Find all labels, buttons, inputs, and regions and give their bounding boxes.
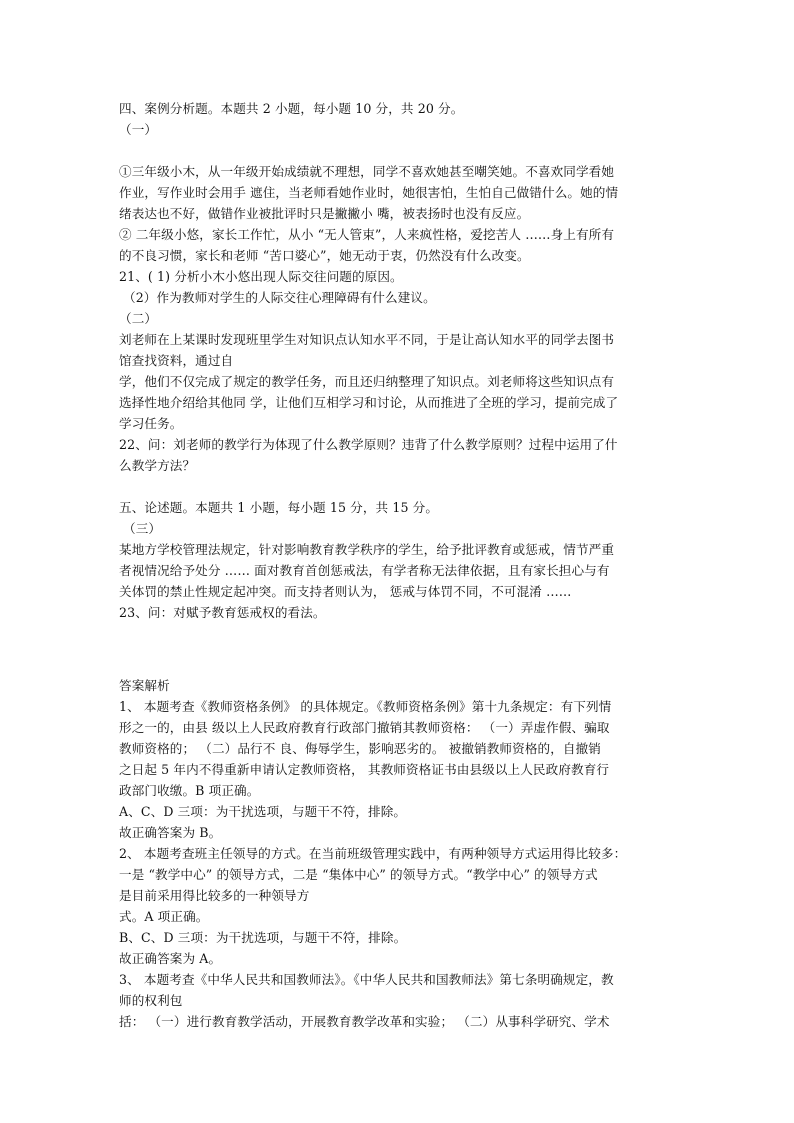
case-2-text-line: 选择性地介绍给其他同 学，让他们互相学习和讨论，从而推进了全班的学习，提前完成了 [119,395,619,410]
case-2-text-line: 刘老师在上某课时发现班里学生对知识点认知水平不同，于是让高认知水平的同学去图书 [119,332,615,347]
document-body [119,98,689,1032]
case-2-text-line: 学，他们不仅完成了规定的教学任务，而且还归纳整理了知识点。刘老师将这些知识点有 [119,374,615,389]
answer-3-line: 3、 本题考查《中华人民共和国教师法》。《中华人民共和国教师法》第七条明确规定，教 [119,972,614,987]
case-3-label: （三） [123,521,162,536]
case-1-text-line: ①三年级小木，从一年级开始成绩就不理想，同学不喜欢她甚至嘲笑她。不喜欢同学看她 [119,164,615,179]
case-1-text-line: ② 二年级小悠，家长工作忙，从小 “无人管束”，人来疯性格，爱挖苦人 ……身上有所有 [119,227,615,242]
case-3-text-line: 者视情况给予处分 …… 面对教育首创惩戒法，有学者称无法律依据，且有家长担心与有 [119,563,610,578]
section-5-heading: 五、论述题。本题共 1 小题，每小题 15 分，共 15 分。 [119,500,439,515]
answers-heading: 答案解析 [119,678,170,693]
case-3-text-line: 某地方学校管理法规定，针对影响教育教学秩序的学生，给予批评教育或惩戒，情节严重 [119,542,615,557]
case-1-label: （一） [119,122,158,137]
case-2-text-line: 馆查找资料，通过自 [119,353,234,368]
case-2-text-line: 学习任务。 [119,416,183,431]
answer-3-line: 师的权利包 [119,993,183,1008]
question-22-line: 么教学方法？ [119,458,196,473]
question-21-part-2: （2）作为教师对学生的人际交往心理障碍有什么建议。 [123,290,436,305]
answer-1-line: 形之一的，由县 级以上人民政府教育行政部门撤销其教师资格： （一）弄虚作假、骗取 [119,720,610,735]
case-2-label: （二） [119,311,158,326]
question-22-line: 22、问：刘老师的教学行为体现了什么教学原则？违背了什么教学原则？过程中运用了什 [119,437,618,452]
section-4-heading: 四、案例分析题。本题共 2 小题，每小题 10 分，共 20 分。 [119,101,464,116]
answer-1-line: 之日起 5 年内不得重新申请认定教师资格， 其教师资格证书由县级以上人民政府教育行 [119,762,610,777]
question-23: 23、问：对赋予教育惩戒权的看法。 [119,605,326,620]
case-1-text-line: 的不良习惯，家长和老师 “苦口婆心”，她无动于衷，仍然没有什么改变。 [119,248,530,263]
answer-3-line: 括： （一）进行教育教学活动，开展教育教学改革和实验； （二）从事科学研究、学术 [119,1014,610,1029]
answer-1-line: 故正确答案为 B。 [119,825,222,840]
answer-2-line: B、C、D 三项：为干扰选项，与题干不符，排除。 [119,930,407,945]
case-1-text-line: 绪表达也不好，做错作业被批评时只是撇撇小 嘴，被表扬时也没有反应。 [119,206,530,221]
spacer [119,623,689,675]
answer-1-line: 政部门收缴。B 项正确。 [119,783,260,798]
spacer [119,140,689,161]
spacer [119,476,689,497]
answer-1-line: 1、 本题考查《教师资格条例》 的具体规定。《教师资格条例》第十九条规定：有下列情 [119,699,612,714]
case-3-text-line: 关体罚的禁止性规定起冲突。而支持者则认为， 惩戒与体罚不同，不可混淆 …… [119,584,572,599]
answer-2-line: 是目前采用得比较多的一种领导方 [119,888,310,903]
answer-1-line: 教师资格的； （二）品行不 良、侮辱学生，影响恶劣的。 被撤销教师资格的，自撤销 [119,741,601,756]
case-1-text-line: 作业，写作业时会用手 遮住，当老师看她作业时，她很害怕，生怕自己做错什么。她的情 [119,185,619,200]
answer-2-line: 一是 “教学中心” 的领导方式，二是 “集体中心” 的领导方式。“教学中心” 的领导方式 [119,867,598,882]
answer-1-line: A、C、D 三项：为干扰选项，与题干不符，排除。 [119,804,407,819]
answer-2-line: 故正确答案为 A。 [119,951,222,966]
question-21-part-1: 21、( 1) 分析小木小悠出现人际交往问题的原因。 [119,269,403,284]
answer-2-line: 式。A 项正确。 [119,909,209,924]
answer-2-line: 2、 本题考查班主任领导的方式。在当前班级管理实践中，有两种领导方式运用得比较多： [119,846,627,861]
